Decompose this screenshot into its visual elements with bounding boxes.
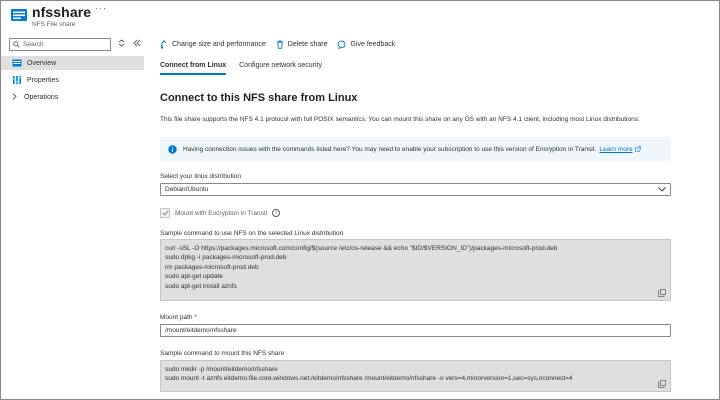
mount-path-value: /mount/eitdemo/nfsshare [165, 327, 237, 334]
distro-value: Debian/Ubuntu [165, 186, 209, 193]
install-command-box [160, 239, 671, 301]
encryption-checkbox-row [160, 208, 280, 218]
code-line: sudo apt-get install aznfs [165, 282, 237, 290]
code-line: curl -sSL -O https://packages.microsoft.com/config/$(source /etc/os-release && echo "$ID/$VERSION_ID")/packages-microsoft-prod.deb [165, 245, 558, 252]
mount-path-input[interactable] [160, 324, 671, 337]
search-placeholder: Search [23, 41, 44, 48]
mount-path-label [160, 314, 197, 321]
change-size-label: Change size and performance [172, 40, 266, 48]
external-link-icon[interactable] [635, 146, 641, 152]
tab-configure-network-security[interactable]: Configure network security [239, 62, 322, 69]
give-feedback-label: Give feedback [350, 40, 396, 48]
info-text: Having connection issues with the commands listed here? You may need to enable your subscription to use this version of Encryption in Transit. [183, 145, 597, 153]
checkmark-icon [162, 210, 169, 216]
code-line: sudo mkdir -p /mount/eitdemo/nfsshare [165, 366, 278, 373]
copy-icon[interactable] [658, 380, 666, 388]
file-share-icon [10, 6, 28, 24]
expand-collapse-icon[interactable] [118, 39, 125, 49]
info-tooltip-icon[interactable]: i [272, 209, 280, 217]
code-line: rm packages-microsoft-prod.deb [165, 263, 259, 271]
tab-connect-from-linux[interactable]: Connect from Linux [160, 62, 226, 75]
chevron-right-icon [12, 93, 17, 102]
learn-more-link[interactable]: Learn more [599, 145, 633, 153]
sidebar-item-properties[interactable] [1, 73, 144, 87]
code-line: sudo dpkg -i packages-microsoft-prod.deb [165, 254, 287, 262]
edit-icon [160, 40, 168, 49]
info-banner [160, 137, 671, 161]
section-heading: Connect to this NFS share from Linux [160, 92, 358, 104]
more-options-icon[interactable]: ··· [95, 3, 107, 13]
page-subtitle: NFS File share [32, 21, 76, 28]
chevron-down-icon [658, 187, 666, 192]
overview-icon [12, 58, 22, 68]
code-line: sudo apt-get update [165, 273, 223, 281]
sample-command-label: Sample command to use NFS on the selected Linux distribution [160, 230, 344, 237]
sidebar-search-input[interactable] [9, 38, 111, 51]
sidebar-item-operations[interactable] [1, 90, 144, 104]
code-line: sudo mount -t aznfs eitdemo.file.core.windows.net:/eitdemo/nfsshare /mount/eitdemo/nfsshare -o vers=4,minorversion=1,sec=sys,nconnect=4 [165, 375, 573, 383]
feedback-icon [337, 40, 346, 49]
sidebar-item-label: Properties [27, 76, 59, 84]
tab-bar [160, 62, 335, 75]
change-size-button[interactable] [160, 40, 266, 49]
section-description: This file share supports the NFS 4.1 protocol with full POSIX semantics. You can mount this share on any OS with an NFS 4.1 client, including most Linux distributions. [160, 116, 640, 123]
delete-icon [276, 40, 284, 49]
sidebar-item-label: Operations [24, 93, 59, 101]
required-indicator: * [194, 314, 197, 321]
command-bar [160, 38, 405, 50]
give-feedback-button[interactable] [337, 40, 395, 49]
encryption-checkbox[interactable] [160, 208, 170, 218]
distro-select[interactable] [160, 183, 671, 196]
mount-command-box [160, 360, 671, 392]
properties-icon [12, 75, 22, 85]
collapse-sidebar-icon[interactable] [133, 39, 141, 49]
mount-path-label-text: Mount path [160, 314, 193, 321]
encryption-label: Mount with Encryption in Transit [175, 209, 268, 217]
search-icon [13, 41, 20, 48]
page-title: nfsshare [32, 4, 92, 20]
mount-command-label: Sample command to mount this NFS share [160, 350, 285, 357]
copy-icon[interactable] [658, 289, 666, 297]
sidebar-item-label: Overview [27, 59, 57, 67]
delete-share-button[interactable] [276, 40, 328, 49]
delete-share-label: Delete share [287, 40, 328, 48]
sidebar-item-overview[interactable] [1, 56, 144, 70]
distro-label: Select your linux distribution [160, 173, 241, 180]
info-icon [168, 145, 177, 154]
